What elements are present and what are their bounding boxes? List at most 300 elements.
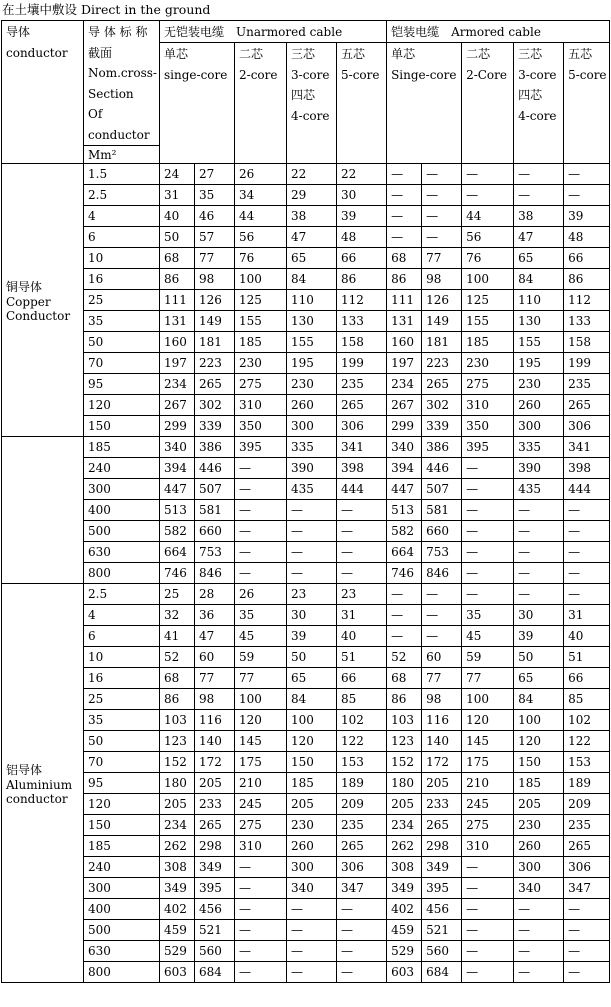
value-cell: 446 [195,458,235,479]
value-cell: 306 [337,857,387,878]
value-cell: 152 [160,752,195,773]
value-cell: 299 [160,416,195,437]
value-cell: — [337,542,387,563]
value-cell: — [462,185,514,206]
value-cell: 581 [422,500,462,521]
value-cell: 155 [514,332,564,353]
ampacity-table [1,20,610,983]
value-cell: — [514,920,564,941]
value-cell: 40 [564,626,610,647]
value-cell: 31 [160,185,195,206]
value-cell: — [235,899,287,920]
section-cell: 400 [84,500,160,521]
conductor-group-label: 铜导体 Copper Conductor [2,164,84,437]
table-row [2,857,610,878]
value-cell: — [514,164,564,185]
value-cell: 349 [195,857,235,878]
armored-header: 铠装电缆 Armored cable [387,21,610,43]
value-cell: 39 [514,626,564,647]
value-cell: 110 [287,290,337,311]
value-cell: 130 [287,311,337,332]
section-cell: 630 [84,941,160,962]
section-cell: 150 [84,815,160,836]
section-cell: 400 [84,899,160,920]
value-cell: 306 [337,416,387,437]
value-cell: 181 [422,332,462,353]
value-cell: — [514,542,564,563]
value-cell: 65 [514,668,564,689]
table-row [2,500,610,521]
section-cell: 300 [84,878,160,899]
value-cell: — [462,920,514,941]
value-cell: 684 [422,962,462,983]
value-cell: — [514,941,564,962]
value-cell: 51 [564,647,610,668]
value-cell: 341 [337,437,387,458]
value-cell: 275 [235,374,287,395]
value-cell: 175 [462,752,514,773]
value-cell: 84 [287,689,337,710]
value-cell: — [387,605,422,626]
unarmored-three-four-core-header: 三芯 3-core 四芯 4-core [287,43,337,164]
value-cell: 205 [514,794,564,815]
value-cell: 300 [514,416,564,437]
value-cell: — [422,185,462,206]
value-cell: 302 [422,395,462,416]
section-cell: 800 [84,962,160,983]
value-cell: 199 [564,353,610,374]
document-title: 在土壤中敷设 Direct in the ground [2,2,211,17]
value-cell: 398 [337,458,387,479]
value-cell: 45 [235,626,287,647]
value-cell: 44 [462,206,514,227]
value-cell: 529 [160,941,195,962]
value-cell: 155 [235,311,287,332]
value-cell: 199 [337,353,387,374]
value-cell: 310 [462,836,514,857]
value-cell: 68 [387,248,422,269]
value-cell: 86 [387,269,422,290]
value-cell: — [564,920,610,941]
value-cell: 145 [235,731,287,752]
value-cell: 40 [337,626,387,647]
value-cell: — [337,941,387,962]
value-cell: 51 [337,647,387,668]
section-cell: 35 [84,311,160,332]
value-cell: — [462,563,514,584]
value-cell: 233 [422,794,462,815]
table-row [2,311,610,332]
value-cell: 560 [422,941,462,962]
value-cell: 185 [287,773,337,794]
value-cell: — [462,878,514,899]
value-cell: 47 [287,227,337,248]
value-cell: 57 [195,227,235,248]
value-cell: 390 [287,458,337,479]
value-cell: 84 [514,269,564,290]
table-row [2,416,610,437]
value-cell: — [462,962,514,983]
value-cell: 395 [195,878,235,899]
header-row-1 [2,21,610,43]
value-cell: 152 [387,752,422,773]
value-cell: — [235,458,287,479]
section-cell: 70 [84,353,160,374]
value-cell: 131 [160,311,195,332]
value-cell: 340 [287,878,337,899]
armored-five-core-header: 五芯 5-core [564,43,610,164]
value-cell: — [564,542,610,563]
value-cell: 66 [564,668,610,689]
value-cell: 529 [387,941,422,962]
value-cell: 28 [195,584,235,605]
value-cell: 112 [337,290,387,311]
value-cell: — [287,563,337,584]
value-cell: 76 [235,248,287,269]
value-cell: 349 [160,878,195,899]
table-row [2,647,610,668]
value-cell: 347 [337,878,387,899]
value-cell: — [337,500,387,521]
table-row [2,899,610,920]
value-cell: 149 [195,311,235,332]
value-cell: — [235,878,287,899]
value-cell: 22 [337,164,387,185]
value-cell: — [235,479,287,500]
value-cell: 753 [422,542,462,563]
value-cell: 160 [387,332,422,353]
value-cell: 56 [462,227,514,248]
value-cell: 44 [235,206,287,227]
table-row [2,794,610,815]
value-cell: — [564,185,610,206]
table-row [2,290,610,311]
value-cell: 521 [422,920,462,941]
table-row [2,248,610,269]
value-cell: 50 [514,647,564,668]
value-cell: 275 [462,815,514,836]
value-cell: 340 [160,437,195,458]
section-cell: 2.5 [84,584,160,605]
section-cell: 10 [84,647,160,668]
value-cell: 60 [195,647,235,668]
value-cell: 435 [514,479,564,500]
table-row [2,479,610,500]
value-cell: — [235,542,287,563]
section-cell: 6 [84,227,160,248]
value-cell: 513 [160,500,195,521]
value-cell: 386 [422,437,462,458]
section-cell: 25 [84,689,160,710]
value-cell: 125 [235,290,287,311]
value-cell: 84 [514,689,564,710]
section-cell: 2.5 [84,185,160,206]
conductor-group-label: 铝导体 Aluminium conductor [2,584,84,983]
value-cell: 275 [235,815,287,836]
value-cell: 265 [564,395,610,416]
value-cell: 306 [564,857,610,878]
table-row [2,206,610,227]
value-cell: 39 [337,206,387,227]
value-cell: 446 [422,458,462,479]
value-cell: 185 [462,332,514,353]
value-cell: 56 [235,227,287,248]
value-cell: 209 [337,794,387,815]
table-row [2,185,610,206]
value-cell: 98 [422,269,462,290]
value-cell: 180 [387,773,422,794]
value-cell: — [564,941,610,962]
section-cell: 95 [84,773,160,794]
value-cell: 133 [564,311,610,332]
value-cell: 395 [422,878,462,899]
value-cell: 340 [514,878,564,899]
value-cell: 235 [564,374,610,395]
value-cell: — [514,521,564,542]
value-cell: — [287,899,337,920]
value-cell: 209 [564,794,610,815]
value-cell: 24 [160,164,195,185]
value-cell: — [514,185,564,206]
value-cell: 447 [160,479,195,500]
value-cell: 65 [287,668,337,689]
value-cell: 395 [235,437,287,458]
value-cell: 684 [195,962,235,983]
value-cell: — [462,479,514,500]
value-cell: 126 [195,290,235,311]
value-cell: 100 [462,689,514,710]
value-cell: 50 [160,227,195,248]
value-cell: 122 [337,731,387,752]
value-cell: 347 [564,878,610,899]
table-row [2,521,610,542]
section-cell: 240 [84,857,160,878]
value-cell: 234 [387,815,422,836]
value-cell: 100 [235,269,287,290]
table-row [2,626,610,647]
value-cell: 582 [160,521,195,542]
value-cell: 603 [387,962,422,983]
value-cell: 235 [337,815,387,836]
value-cell: 265 [422,374,462,395]
value-cell: 223 [422,353,462,374]
table-row [2,731,610,752]
value-cell: 265 [195,374,235,395]
value-cell: 300 [287,857,337,878]
value-cell: 38 [287,206,337,227]
value-cell: — [337,521,387,542]
value-cell: 265 [195,815,235,836]
value-cell: — [462,542,514,563]
table-row [2,269,610,290]
value-cell: — [287,500,337,521]
value-cell: — [514,899,564,920]
value-cell: 513 [387,500,422,521]
conductor-group-label [2,437,84,584]
value-cell: 245 [235,794,287,815]
value-cell: 456 [422,899,462,920]
value-cell: 45 [462,626,514,647]
value-cell: 84 [287,269,337,290]
value-cell: — [462,164,514,185]
section-cell: 16 [84,269,160,290]
value-cell: 230 [462,353,514,374]
value-cell: 195 [287,353,337,374]
value-cell: — [235,500,287,521]
section-header: 导 体 标 称 截面 Nom.cross- Section Of conductor [84,21,160,146]
section-cell: 630 [84,542,160,563]
value-cell: 205 [287,794,337,815]
unit-header: Mm² [84,146,160,164]
value-cell: 77 [195,248,235,269]
value-cell: 77 [422,668,462,689]
value-cell: 262 [387,836,422,857]
value-cell: 35 [235,605,287,626]
value-cell: 265 [337,836,387,857]
value-cell: 298 [422,836,462,857]
value-cell: — [564,584,610,605]
value-cell: 68 [160,248,195,269]
value-cell: 185 [235,332,287,353]
value-cell: 85 [564,689,610,710]
value-cell: 86 [387,689,422,710]
value-cell: — [422,605,462,626]
value-cell: 746 [387,563,422,584]
value-cell: 310 [235,395,287,416]
value-cell: 262 [160,836,195,857]
value-cell: 267 [160,395,195,416]
value-cell: 350 [462,416,514,437]
value-cell: — [514,584,564,605]
value-cell: 189 [337,773,387,794]
value-cell: — [387,584,422,605]
value-cell: 456 [195,899,235,920]
value-cell: — [462,584,514,605]
value-cell: 50 [287,647,337,668]
value-cell: 26 [235,584,287,605]
value-cell: 175 [235,752,287,773]
value-cell: 846 [422,563,462,584]
value-cell: 65 [287,248,337,269]
value-cell: 110 [514,290,564,311]
value-cell: 35 [462,605,514,626]
table-body [2,21,610,983]
value-cell: 100 [235,689,287,710]
value-cell: — [564,164,610,185]
value-cell: — [514,962,564,983]
table-row [2,458,610,479]
value-cell: 39 [287,626,337,647]
section-cell: 240 [84,458,160,479]
value-cell: 48 [564,227,610,248]
section-cell: 25 [84,290,160,311]
value-cell: 230 [514,374,564,395]
value-cell: 234 [387,374,422,395]
value-cell: 308 [387,857,422,878]
value-cell: 32 [160,605,195,626]
section-cell: 185 [84,437,160,458]
section-cell: 500 [84,521,160,542]
value-cell: 230 [287,815,337,836]
value-cell: 116 [422,710,462,731]
value-cell: 77 [195,668,235,689]
value-cell: — [387,227,422,248]
value-cell: 52 [160,647,195,668]
value-cell: 150 [514,752,564,773]
section-cell: 16 [84,668,160,689]
value-cell: 158 [337,332,387,353]
value-cell: 341 [564,437,610,458]
value-cell: 103 [387,710,422,731]
section-cell: 150 [84,416,160,437]
value-cell: 68 [387,668,422,689]
table-row [2,941,610,962]
armored-three-four-core-header: 三芯 3-core 四芯 4-core [514,43,564,164]
value-cell: 130 [514,311,564,332]
value-cell: — [564,500,610,521]
table-row [2,668,610,689]
value-cell: 582 [387,521,422,542]
section-cell: 6 [84,626,160,647]
value-cell: 350 [235,416,287,437]
value-cell: — [337,962,387,983]
value-cell: 111 [387,290,422,311]
value-cell: — [287,962,337,983]
section-cell: 4 [84,206,160,227]
value-cell: 47 [514,227,564,248]
table-row [2,605,610,626]
value-cell: 180 [160,773,195,794]
value-cell: — [422,227,462,248]
value-cell: — [287,521,337,542]
table-row [2,164,610,185]
value-cell: 153 [337,752,387,773]
armored-two-core-header: 二芯 2-Core [462,43,514,164]
value-cell: 66 [337,248,387,269]
value-cell: 22 [287,164,337,185]
value-cell: 68 [160,668,195,689]
unarmored-single-core-header: 单芯 singe-core [160,43,235,164]
value-cell: 111 [160,290,195,311]
value-cell: 140 [422,731,462,752]
section-cell: 10 [84,248,160,269]
value-cell: 172 [195,752,235,773]
value-cell: 660 [195,521,235,542]
value-cell: 77 [462,668,514,689]
value-cell: 86 [337,269,387,290]
value-cell: 435 [287,479,337,500]
value-cell: — [235,563,287,584]
value-cell: 189 [564,773,610,794]
table-row [2,374,610,395]
value-cell: 59 [235,647,287,668]
value-cell: 507 [422,479,462,500]
value-cell: 158 [564,332,610,353]
value-cell: 459 [160,920,195,941]
value-cell: 402 [160,899,195,920]
table-row [2,836,610,857]
value-cell: 52 [387,647,422,668]
value-cell: 77 [422,248,462,269]
value-cell: 339 [195,416,235,437]
value-cell: 402 [387,899,422,920]
value-cell: 210 [462,773,514,794]
value-cell: 230 [514,815,564,836]
value-cell: 36 [195,605,235,626]
value-cell: 102 [337,710,387,731]
value-cell: 339 [422,416,462,437]
value-cell: 77 [235,668,287,689]
